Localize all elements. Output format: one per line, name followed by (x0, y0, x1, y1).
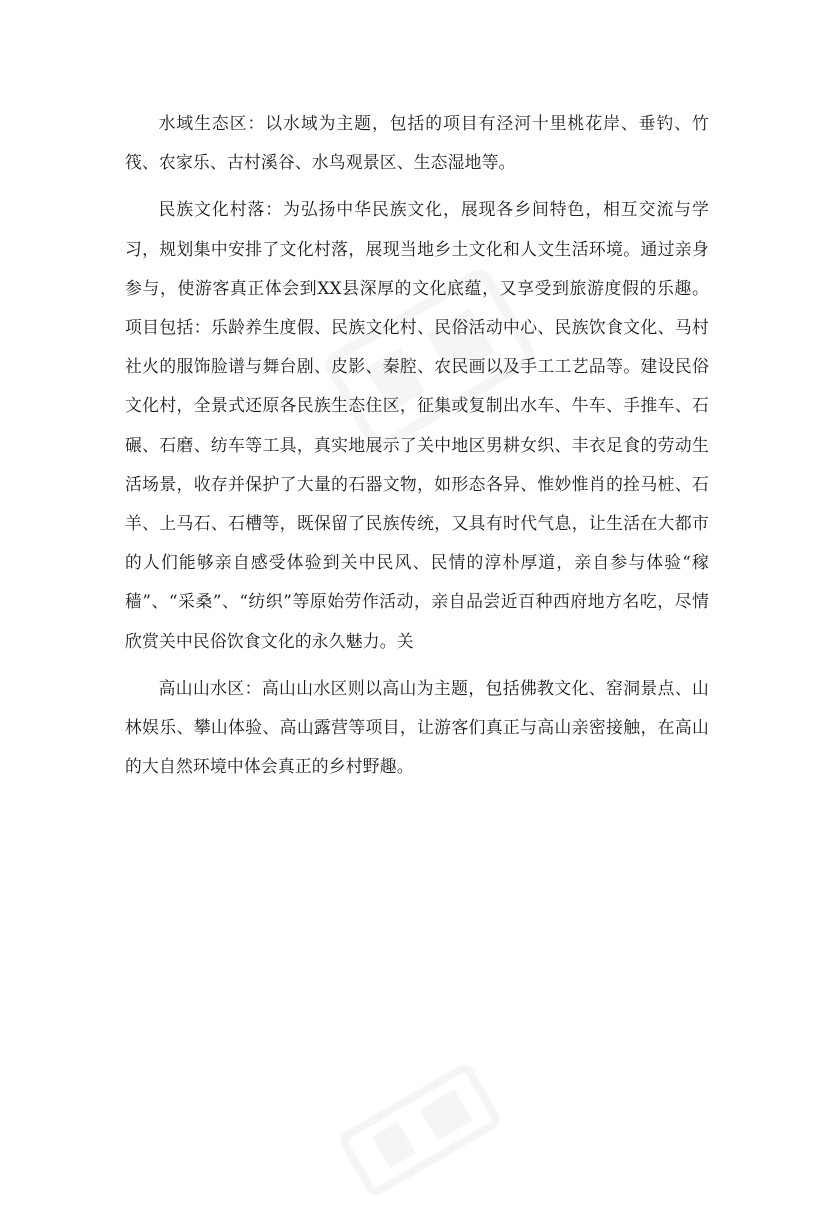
paragraph-mountain-landscape (125, 669, 709, 787)
paragraph-ethnic-culture-village (125, 190, 709, 660)
watermark-stamp-bottom (331, 1055, 510, 1204)
paragraph-lead: 民族文化村落： (158, 199, 284, 220)
paragraph-water-ecology (125, 104, 709, 182)
paragraph-lead: 高山山水区： (158, 677, 262, 698)
paragraph-text: 为弘扬中华民族文化，展现各乡间特色，相互交流与学习，规划集中安排了文化村落，展现当地乡土文化和人文生活环境。通过亲身参与，使游客真正体会到XX县深厚的文化底蕴，又享受到旅游度假的乐趣。项目包括：乐龄养生度假、民族文化村、民俗活动中心、民族饮食文化、马村社火的服饰脸谱与舞台剧、皮影、秦腔、农民画以及手工工艺品等。建设民俗文化村，全景式还原各民族生态住区，征集或复制出水车、牛车、手推车、石碾、石磨、纺车等工具，真实地展示了关中地区男耕女织、丰衣足食的劳动生活场景，收存并保护了大量的石器文物，如形态各异、惟妙惟肖的拴马桩、石羊、上马石、石槽等，既保留了民族传统，又具有时代气息，让生活在大都市的人们能够亲自感受体验到关中民风、民情的淳朴厚道，亲自参与体验“稼穑”、“采桑”、“纺织”等原始劳作活动，亲自品尝近百种西府地方名吃，尽情欣赏关中民俗饮食文化的永久魅力。关 (125, 199, 709, 651)
paragraph-text: 以水域为主题，包括的项目有泾河十里桃花岸、垂钓、竹筏、农家乐、古村溪谷、水鸟观景区、生态湿地等。 (125, 113, 709, 173)
paragraph-lead: 水域生态区： (158, 113, 266, 133)
document-body (125, 104, 709, 794)
paragraph-text: 高山山水区则以高山为主题，包括佛教文化、窑洞景点、山林娱乐、攀山体验、高山露营等项目，让游客们真正与高山亲密接触，在高山的大自然环境中体会真正的乡村野趣。 (125, 677, 710, 777)
